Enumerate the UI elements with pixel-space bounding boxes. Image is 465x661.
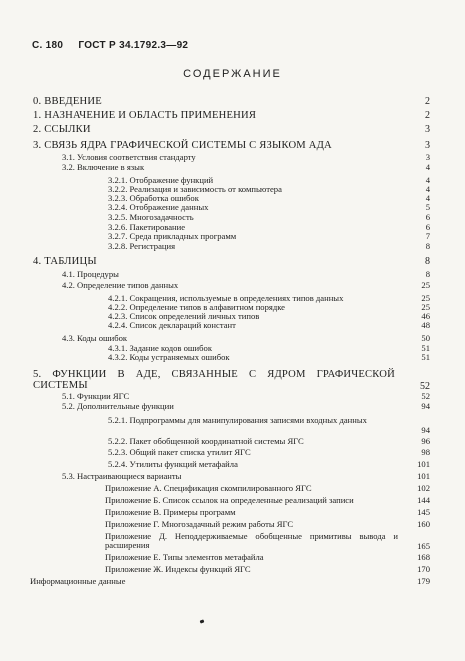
toc-entry (62, 281, 178, 290)
toc-entry (62, 402, 174, 411)
toc-entry-text: Коды устраняемых ошибок (129, 352, 230, 362)
toc-entry-number: 5.2.3. (108, 447, 128, 457)
toc-page-number: 160 (417, 519, 430, 529)
toc-page-number: 51 (421, 343, 430, 353)
toc-entry-number: 3.1. (62, 152, 75, 162)
toc-entry-text: ФУНКЦИИ В АДЕ, СВЯЗАННЫЕ С ЯДРОМ ГРАФИЧЕСКОЙ СИСТЕМЫ (33, 369, 395, 391)
toc-entry-text: СВЯЗЬ ЯДРА ГРАФИЧЕСКОЙ СИСТЕМЫ С ЯЗЫКОМ АДА (44, 140, 332, 151)
toc-page-number: 96 (421, 436, 430, 446)
toc-entry (108, 321, 236, 330)
toc-page-number: 3 (425, 152, 430, 162)
toc-entry-number: 0. (33, 96, 42, 107)
toc-entry-text: Коды ошибок (77, 333, 128, 343)
toc-page-number: 52 (421, 391, 430, 401)
toc-entry-text: Включение в язык (77, 162, 145, 172)
toc-entry-number: 5. (33, 369, 42, 380)
toc-entry (30, 577, 125, 586)
toc-entry-text: Задание кодов ошибок (129, 343, 212, 353)
appendix-entry (105, 508, 236, 517)
toc-entry-text: Сокращения, используемые в определениях типов данных (129, 293, 344, 303)
toc-page-number: 179 (417, 576, 430, 586)
toc-page-number: 46 (421, 311, 430, 321)
toc-entry (33, 124, 91, 135)
toc-entry (62, 270, 119, 279)
toc-entry-text: Список деклараций констант (129, 320, 236, 330)
toc-entry-text: Приложение Г. Многозадачный режим работы ЯГС (105, 519, 294, 529)
toc-entry-text: ВВЕДЕНИЕ (44, 96, 102, 107)
toc-entry-text: Настраивающиеся варианты (77, 471, 182, 481)
toc-entry-text: Приложение Ж. Индексы функций ЯГС (105, 564, 251, 574)
toc-entry-number: 3.2.2. (108, 184, 128, 194)
toc-entry-number: 3.2.1. (108, 175, 128, 185)
toc-page-number: 102 (417, 483, 430, 493)
toc-entry-number: 4.2. (62, 280, 75, 290)
toc-entry (33, 369, 395, 391)
toc-entry-text: Обработка ошибок (129, 193, 199, 203)
toc-entry-number: 4.3.2. (108, 352, 128, 362)
toc-entry-text: Процедуры (77, 269, 119, 279)
toc-entry (33, 110, 256, 121)
toc-entry (62, 153, 196, 162)
toc-entry-text: Приложение Б. Список ссылок на определенные реализаций записи (105, 495, 354, 505)
toc-entry-number: 3.2.4. (108, 202, 128, 212)
toc-entry-number: 4.3. (62, 333, 75, 343)
page-title: СОДЕРЖАНИЕ (183, 68, 282, 80)
toc-page-number: 170 (417, 564, 430, 574)
toc-page-number: 6 (425, 222, 430, 232)
standard-code: ГОСТ Р 34.1792.3—92 (78, 40, 189, 51)
toc-entry (108, 213, 194, 222)
toc-page-number: 4 (425, 184, 430, 194)
toc-page-number: 8 (425, 256, 430, 267)
toc-entry-number: 5.2. (62, 401, 75, 411)
toc-page-number: 2 (425, 110, 430, 121)
toc-page-number: 8 (425, 269, 430, 279)
toc-entry-number: 4.2.1. (108, 293, 128, 303)
toc-entry-number: 4.2.4. (108, 320, 128, 330)
toc-page-number: 145 (417, 507, 430, 517)
toc-entry-text: Приложение А. Спецификация скомпилированного ЯГС (105, 483, 312, 493)
toc-entry-text: Список определений личных типов (129, 311, 260, 321)
toc-page-number: 4 (425, 175, 430, 185)
page-number: С. 180 (32, 40, 64, 51)
toc-entry-text: Общий пакет списка утилит ЯГС (129, 447, 251, 457)
toc-page-number: 6 (425, 212, 430, 222)
toc-page-number: 3 (425, 140, 430, 151)
toc-entry-number: 3.2. (62, 162, 75, 172)
toc-page-number: 2 (425, 96, 430, 107)
toc-entry-text: ТАБЛИЦЫ (44, 256, 97, 267)
toc-entry-text: Подпрограммы для манипулирования записями входных данных (129, 415, 367, 425)
toc-page-number: 5 (425, 202, 430, 212)
toc-entry-number: 5.2.2. (108, 436, 128, 446)
toc-page-number: 101 (417, 471, 430, 481)
toc-entry-text: Многозадачность (129, 212, 194, 222)
toc-entry-number: 5.2.4. (108, 459, 128, 469)
toc-entry-text: Информационные данные (30, 576, 126, 586)
toc-entry-text: Утилиты функций метафайла (129, 459, 238, 469)
appendix-entry (105, 496, 354, 505)
toc-entry-number: 4.3.1. (108, 343, 128, 353)
toc-entry-text: Приложение Д. Неподдерживаемые обобщенные примитивы вывода и расширения (105, 531, 398, 550)
toc-page-number: 165 (417, 541, 430, 551)
toc-entry (62, 163, 144, 172)
toc-entry (108, 203, 208, 212)
toc-entry (62, 472, 181, 481)
toc-page-number: 98 (421, 447, 430, 457)
appendix-entry (105, 553, 264, 562)
toc-entry-text: Условия соответствия стандарту (77, 152, 196, 162)
toc-entry (62, 334, 127, 343)
toc-entry-text: Определение типов данных (77, 280, 179, 290)
toc-entry-number: 5.3. (62, 471, 75, 481)
toc-page-number: 144 (417, 495, 430, 505)
toc-entry-number: 3.2.6. (108, 222, 128, 232)
toc-entry-number: 3.2.3. (108, 193, 128, 203)
toc-entry (108, 353, 230, 362)
toc-entry-text: Отображение данных (129, 202, 209, 212)
toc-entry-text: Реализация и зависимость от компьютера (129, 184, 282, 194)
toc-page-number: 4 (425, 162, 430, 172)
appendix-entry (105, 532, 398, 550)
toc-page-number: 7 (425, 231, 430, 241)
toc-entry (33, 96, 102, 107)
toc-entry (108, 460, 238, 469)
toc-entry-number: 4.2.3. (108, 311, 128, 321)
toc-entry-number: 2. (33, 124, 42, 135)
toc-entry-text: Приложение Е. Типы элементов метафайла (105, 552, 264, 562)
toc-page-number: 4 (425, 193, 430, 203)
toc-entry-number: 1. (33, 110, 42, 121)
toc-entry (108, 242, 175, 251)
toc-entry (33, 140, 332, 151)
toc-page-number: 25 (421, 280, 430, 290)
toc-page-number: 52 (420, 381, 430, 392)
toc-page-number: 25 (421, 302, 430, 312)
toc-page-number: 8 (425, 241, 430, 251)
toc-page-number: 48 (421, 320, 430, 330)
toc-entry (108, 232, 236, 241)
toc-entry-text: Функции ЯГС (77, 391, 130, 401)
toc-entry-text: Пакетирование (129, 222, 186, 232)
toc-entry-number: 3.2.7. (108, 231, 128, 241)
toc-entry (62, 392, 129, 401)
toc-entry-text: Пакет обобщенной координатной системы ЯГС (129, 436, 304, 446)
toc-entry-number: 5.1. (62, 391, 75, 401)
toc-page-number: 50 (421, 333, 430, 343)
appendix-entry (105, 565, 251, 574)
toc-entry-text: ССЫЛКИ (44, 124, 91, 135)
toc-entry-text: Приложение В. Примеры программ (105, 507, 236, 517)
toc-entry-text: Регистрация (129, 241, 176, 251)
toc-page-number: 51 (421, 352, 430, 362)
toc-entry-text: Отображение функций (129, 175, 214, 185)
toc-entry-number: 3. (33, 140, 42, 151)
toc-page-number: 94 (421, 425, 430, 435)
toc-page-number: 94 (421, 401, 430, 411)
toc-page-number: 168 (417, 552, 430, 562)
toc-page-number: 25 (421, 293, 430, 303)
toc-entry-number: 3.2.8. (108, 241, 128, 251)
toc-entry-text: НАЗНАЧЕНИЕ И ОБЛАСТЬ ПРИМЕНЕНИЯ (44, 110, 257, 121)
toc-entry-number: 4.1. (62, 269, 75, 279)
toc-entry-number: 3.2.5. (108, 212, 128, 222)
toc-entry-number: 5.2.1. (108, 415, 128, 425)
toc-entry (33, 256, 97, 267)
appendix-entry (105, 520, 293, 529)
toc-entry-text: Определение типов в алфавитном порядке (129, 302, 286, 312)
toc-entry (108, 448, 251, 457)
toc-page-number: 3 (425, 124, 430, 135)
toc-entry-text: Среда прикладных программ (129, 231, 237, 241)
appendix-entry (105, 484, 312, 493)
toc-entry (108, 437, 304, 446)
toc-entry-number: 4. (33, 256, 42, 267)
toc-entry-text: Дополнительные функции (77, 401, 174, 411)
toc-entry (108, 416, 398, 425)
toc-page-number: 101 (417, 459, 430, 469)
toc-entry-number: 4.2.2. (108, 302, 128, 312)
